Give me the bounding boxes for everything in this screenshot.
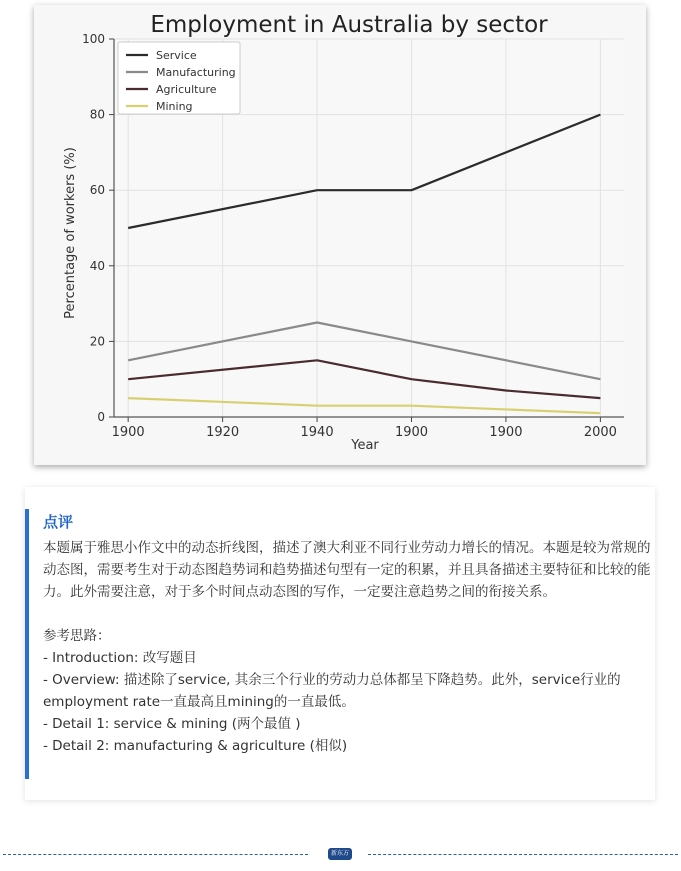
paragraph-spacer bbox=[43, 603, 655, 625]
idea-introduction: - Introduction: 改写题目 bbox=[43, 650, 197, 666]
x-tick-label: 1900 bbox=[111, 425, 145, 440]
x-tick-label: 1900 bbox=[489, 425, 523, 440]
x-axis-label: Year bbox=[351, 438, 379, 453]
idea-detail-1: - Detail 1: service & mining (两个最值 ) bbox=[43, 716, 301, 732]
divider-left-dashes bbox=[3, 854, 308, 855]
footer-logo: 新东方 bbox=[328, 848, 352, 860]
line-chart bbox=[34, 5, 646, 465]
legend-label: Mining bbox=[156, 100, 193, 113]
chart-legend bbox=[118, 42, 240, 114]
y-tick-label: 100 bbox=[82, 32, 105, 46]
legend-label: Manufacturing bbox=[156, 66, 236, 79]
idea-overview: - Overview: 描述除了service, 其余三个行业的劳动力总体都呈下降趋势。此外，service行业的employment rate一直最高且mining的一直最低。 bbox=[43, 672, 621, 710]
divider-right-dashes bbox=[368, 854, 678, 855]
y-tick-label: 0 bbox=[97, 410, 105, 424]
legend-label: Agriculture bbox=[156, 83, 217, 96]
comment-paragraph: 本题属于雅思小作文中的动态折线图，描述了澳大利亚不同行业劳动力增长的情况。本题是较为常规的动态图，需要考生对于动态图趋势词和趋势描述句型有一定的积累，并且具备描述主要特征和比较的能力。此外需要注意，对于多个时间点动态图的写作，一定要注意趋势之间的衔接关系。 bbox=[43, 540, 651, 600]
ideas-heading: 参考思路： bbox=[43, 628, 111, 644]
idea-detail-2: - Detail 2: manufacturing & agriculture (相似) bbox=[43, 738, 348, 754]
y-tick-label: 40 bbox=[89, 258, 105, 273]
chart-title: Employment in Australia by sector bbox=[150, 12, 548, 38]
comment-card bbox=[25, 487, 655, 800]
y-axis-label: Percentage of workers (%) bbox=[63, 147, 78, 319]
x-tick-label: 1920 bbox=[206, 425, 240, 440]
x-tick-label: 2000 bbox=[583, 425, 617, 440]
accent-bar bbox=[25, 509, 29, 779]
legend-label: Service bbox=[156, 49, 197, 62]
chart-card bbox=[34, 5, 646, 465]
footer-divider bbox=[0, 846, 681, 862]
x-tick-label: 1900 bbox=[394, 425, 429, 440]
comment-body bbox=[43, 537, 655, 757]
y-tick-label: 80 bbox=[89, 107, 105, 122]
comment-title: 点评 bbox=[43, 513, 74, 531]
y-tick-label: 60 bbox=[89, 183, 105, 198]
y-tick-label: 20 bbox=[89, 334, 105, 349]
x-tick-label: 1940 bbox=[300, 425, 334, 440]
